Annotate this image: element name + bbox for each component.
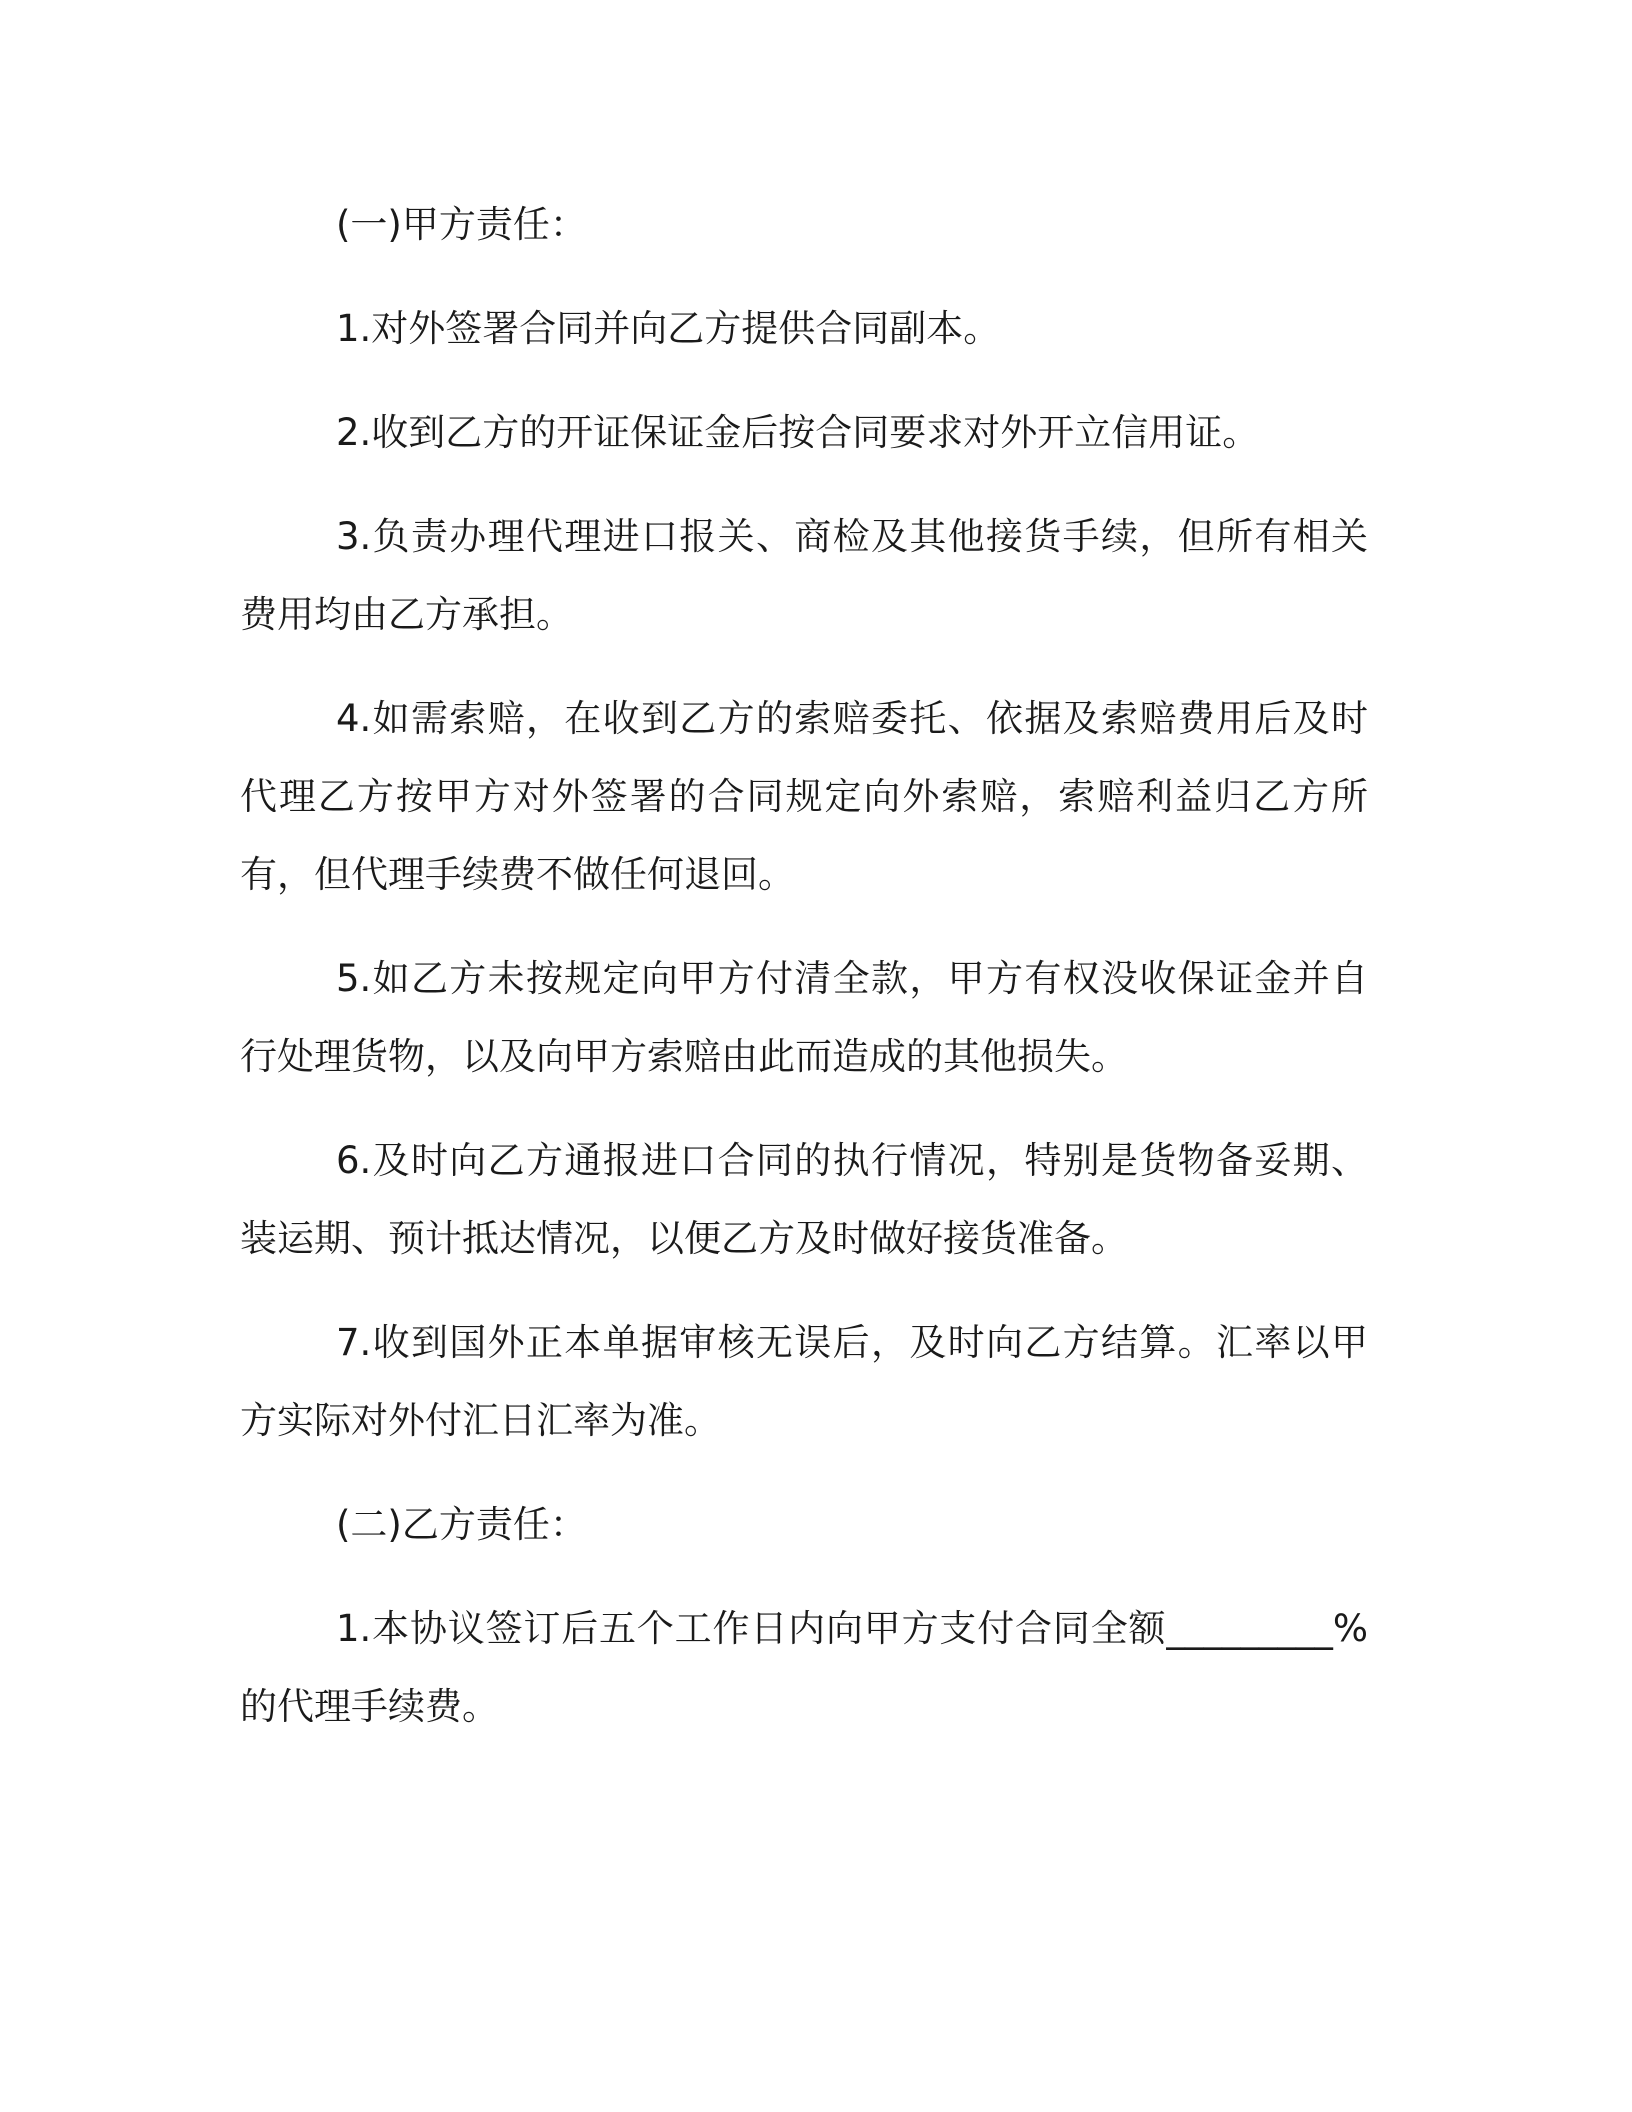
clause-a-4: 4.如需索赔，在收到乙方的索赔委托、依据及索赔费用后及时代理乙方按甲方对外签署的合同规定向外索赔，索赔利益归乙方所有，但代理手续费不做任何退回。 (240, 697, 1368, 896)
clause-a-1: 1.对外签署合同并向乙方提供合同副本。 (336, 307, 1001, 350)
clause-a-2: 2.收到乙方的开证保证金后按合同要求对外开立信用证。 (336, 411, 1260, 454)
clause-b-1: 1.本协议签订后五个工作日内向甲方支付合同全额_________%的代理手续费。 (240, 1607, 1368, 1728)
clause-a-5: 5.如乙方未按规定向甲方付清全款，甲方有权没收保证金并自行处理货物，以及向甲方索赔由此而造成的其他损失。 (240, 957, 1368, 1078)
section-heading-party-a: (一)甲方责任： (336, 203, 587, 246)
section-heading-party-b: (二)乙方责任： (336, 1503, 587, 1546)
clause-a-6: 6.及时向乙方通报进口合同的执行情况，特别是货物备妥期、装运期、预计抵达情况，以便乙方及时做好接货准备。 (240, 1139, 1368, 1260)
clause-a-7: 7.收到国外正本单据审核无误后，及时向乙方结算。汇率以甲方实际对外付汇日汇率为准。 (240, 1321, 1368, 1442)
document-body (240, 186, 1368, 1772)
clause-a-3: 3.负责办理代理进口报关、商检及其他接货手续，但所有相关费用均由乙方承担。 (240, 515, 1368, 636)
